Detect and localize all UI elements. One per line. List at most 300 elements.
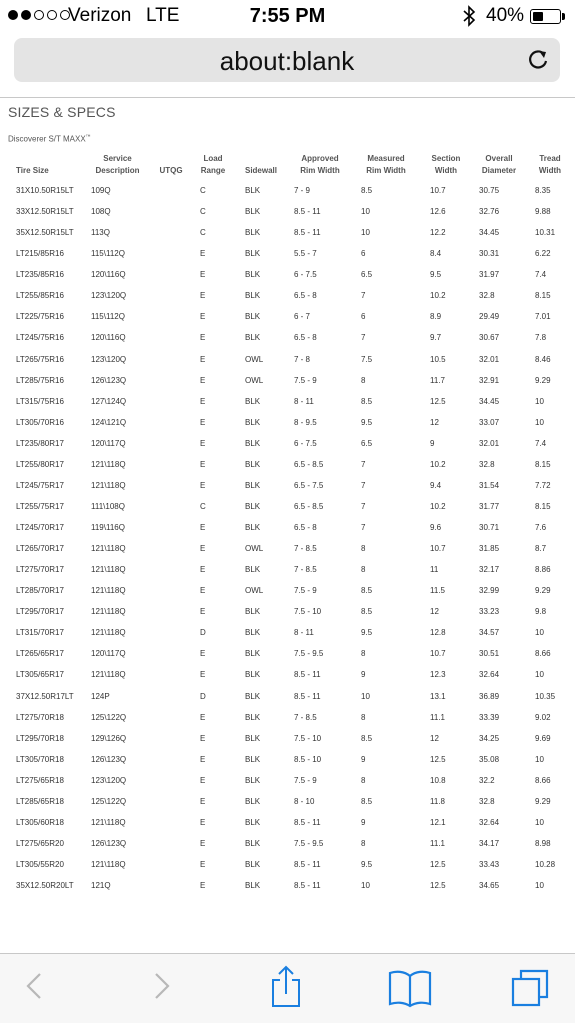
cell-sidewall: BLK (245, 607, 261, 617)
cell-load-range: E (200, 817, 206, 827)
cell-tread-width: 8.86 (535, 565, 551, 575)
cell-sidewall: BLK (245, 628, 261, 638)
cell-approved-rim-width: 7.5 - 9 (294, 375, 317, 385)
col-tire-size: Tire Size (16, 166, 49, 175)
cell-overall-diameter: 30.67 (479, 333, 500, 343)
cell-overall-diameter: 34.25 (479, 733, 500, 743)
table-row (0, 559, 575, 580)
col-tread-width: Tread Width (538, 154, 562, 175)
cell-sidewall: OWL (245, 375, 264, 385)
cell-tread-width: 8.15 (535, 459, 551, 469)
table-row (0, 285, 575, 306)
cell-tire-size: 33X12.50R15LT (16, 207, 74, 217)
cell-approved-rim-width: 8.5 - 11 (294, 228, 321, 238)
cell-load-range: E (200, 649, 206, 659)
cell-sidewall: OWL (245, 586, 264, 596)
cell-approved-rim-width: 8 - 9.5 (294, 417, 317, 427)
cell-measured-rim-width: 8 (361, 838, 366, 848)
cell-tread-width: 8.7 (535, 544, 547, 554)
cell-load-range: D (200, 691, 206, 701)
cell-tire-size: LT275/65R18 (16, 775, 64, 785)
cell-tire-size: LT285/70R17 (16, 586, 64, 596)
cell-service-description: 123\120Q (91, 775, 127, 785)
cell-overall-diameter: 32.76 (479, 207, 500, 217)
cell-measured-rim-width: 7 (361, 291, 366, 301)
cell-section-width: 9.4 (430, 480, 442, 490)
cell-sidewall: BLK (245, 291, 261, 301)
cell-measured-rim-width: 6 (361, 249, 366, 259)
table-row (0, 412, 575, 433)
cell-sidewall: BLK (245, 817, 261, 827)
cell-measured-rim-width: 9.5 (361, 417, 373, 427)
cell-load-range: E (200, 523, 206, 532)
cell-approved-rim-width: 8.5 - 11 (294, 207, 321, 217)
table-row (0, 707, 575, 728)
cell-service-description: 121\118Q (91, 607, 126, 617)
cell-section-width: 9.6 (430, 523, 442, 532)
cell-load-range: E (200, 565, 206, 575)
cell-tread-width: 7.6 (535, 523, 547, 532)
cell-section-width: 9.7 (430, 333, 442, 343)
cell-tread-width: 9.29 (535, 586, 551, 596)
cell-load-range: E (200, 249, 206, 259)
cell-service-description: 121\118Q (91, 670, 126, 680)
table-row (0, 201, 575, 222)
status-bar (0, 0, 575, 32)
table-row (0, 243, 575, 264)
cell-tread-width: 6.22 (535, 249, 551, 259)
cell-overall-diameter: 32.99 (479, 586, 500, 596)
cell-measured-rim-width: 10 (361, 207, 370, 217)
cell-sidewall: BLK (245, 712, 261, 722)
book-icon (388, 968, 432, 1008)
cell-sidewall: BLK (245, 838, 261, 848)
cell-measured-rim-width: 8.5 (361, 396, 373, 406)
table-row (0, 306, 575, 327)
cell-load-range: E (200, 312, 206, 322)
cell-measured-rim-width: 8 (361, 544, 366, 554)
cell-overall-diameter: 32.01 (479, 438, 500, 448)
cell-measured-rim-width: 6.5 (361, 438, 373, 448)
cell-tread-width: 10 (535, 881, 544, 891)
cell-tire-size: LT285/75R16 (16, 375, 64, 385)
cell-sidewall: BLK (245, 396, 261, 406)
cell-section-width: 9 (430, 438, 435, 448)
cell-service-description: 111\108Q (91, 501, 125, 511)
table-row (0, 622, 575, 643)
cell-load-range: E (200, 480, 206, 490)
cell-tire-size: LT305/55R20 (16, 860, 64, 869)
cell-approved-rim-width: 8.5 - 11 (294, 691, 321, 701)
cell-sidewall: BLK (245, 523, 261, 532)
cell-measured-rim-width: 10 (361, 881, 370, 891)
cell-load-range: E (200, 544, 206, 554)
cell-sidewall: BLK (245, 670, 261, 680)
cell-service-description: 120\116Q (91, 270, 126, 280)
cell-tire-size: LT225/75R16 (16, 312, 64, 322)
cell-overall-diameter: 30.71 (479, 523, 500, 532)
cell-measured-rim-width: 8 (361, 565, 366, 575)
cell-overall-diameter: 30.75 (479, 186, 500, 195)
cell-sidewall: BLK (245, 207, 261, 217)
cell-tire-size: LT295/70R17 (16, 607, 64, 617)
cell-tread-width: 9.02 (535, 712, 551, 722)
cell-section-width: 12.1 (430, 817, 446, 827)
col-utqg: UTQG (159, 166, 183, 175)
cell-sidewall: BLK (245, 480, 261, 490)
battery-percent: 40% (486, 5, 525, 26)
cell-tire-size: LT285/65R18 (16, 796, 64, 806)
cell-overall-diameter: 34.17 (479, 838, 500, 848)
cell-section-width: 8.9 (430, 312, 442, 322)
cell-measured-rim-width: 8 (361, 712, 366, 722)
share-icon (268, 964, 304, 1008)
cell-section-width: 12.5 (430, 881, 446, 891)
cell-section-width: 8.4 (430, 249, 442, 259)
cell-overall-diameter: 33.43 (479, 860, 500, 869)
address-bar[interactable] (14, 38, 560, 82)
cell-tire-size: 35X12.50R20LT (16, 881, 74, 891)
cell-overall-diameter: 32.17 (479, 565, 500, 575)
cell-overall-diameter: 33.23 (479, 607, 500, 617)
cell-section-width: 10.2 (430, 459, 446, 469)
cell-load-range: E (200, 586, 206, 596)
cell-tread-width: 9.29 (535, 796, 551, 806)
reload-icon[interactable] (527, 49, 549, 76)
cell-section-width: 11.1 (430, 712, 445, 722)
cell-load-range: C (200, 186, 206, 195)
cell-tire-size: LT215/85R16 (16, 249, 64, 259)
cell-tire-size: LT265/75R16 (16, 354, 64, 364)
cell-load-range: C (200, 207, 206, 217)
cell-section-width: 10.7 (430, 544, 446, 554)
cell-load-range: E (200, 838, 206, 848)
cell-measured-rim-width: 10 (361, 228, 370, 238)
cell-sidewall: BLK (245, 649, 261, 659)
cell-overall-diameter: 31.54 (479, 480, 500, 490)
cell-sidewall: BLK (245, 186, 261, 195)
cell-measured-rim-width: 6.5 (361, 270, 373, 280)
col-section-width: Section Width (431, 154, 461, 175)
cell-approved-rim-width: 7 - 8 (294, 354, 311, 364)
tabs-button[interactable] (510, 966, 552, 1013)
table-row (0, 875, 575, 896)
cell-load-range: E (200, 438, 206, 448)
cell-tire-size: 35X12.50R15LT (16, 228, 74, 238)
cell-tread-width: 10.35 (535, 691, 556, 701)
cell-service-description: 121\118Q (91, 480, 126, 490)
battery-icon (530, 9, 561, 24)
cell-measured-rim-width: 8.5 (361, 733, 373, 743)
cell-measured-rim-width: 9.5 (361, 628, 373, 638)
cell-load-range: E (200, 670, 206, 680)
cell-section-width: 12 (430, 733, 439, 743)
cell-section-width: 12 (430, 607, 439, 617)
cell-tread-width: 9.69 (535, 733, 551, 743)
table-row (0, 370, 575, 391)
specs-table (0, 180, 575, 896)
cell-section-width: 12.5 (430, 396, 446, 406)
cell-overall-diameter: 31.85 (479, 544, 500, 554)
cell-approved-rim-width: 6 - 7 (294, 312, 311, 322)
cell-sidewall: OWL (245, 544, 264, 554)
cell-service-description: 121\118Q (91, 565, 126, 575)
cell-service-description: 115\112Q (91, 312, 125, 322)
cell-sidewall: BLK (245, 417, 261, 427)
cell-service-description: 120\116Q (91, 333, 126, 343)
cell-service-description: 120\117Q (91, 649, 126, 659)
cell-section-width: 10.2 (430, 291, 446, 301)
page-title: SIZES & SPECS (8, 104, 116, 120)
cell-measured-rim-width: 7.5 (361, 354, 373, 364)
table-row (0, 180, 575, 201)
cell-tread-width: 7.72 (535, 480, 551, 490)
cell-measured-rim-width: 8 (361, 375, 366, 385)
cell-overall-diameter: 32.64 (479, 670, 500, 680)
cell-service-description: 126\123Q (91, 838, 127, 848)
cell-tire-size: LT255/75R17 (16, 501, 64, 511)
cell-tread-width: 10 (535, 670, 544, 680)
cell-sidewall: BLK (245, 775, 261, 785)
cell-sidewall: OWL (245, 354, 264, 364)
cell-approved-rim-width: 8 - 11 (294, 396, 314, 406)
table-row (0, 433, 575, 454)
table-row (0, 454, 575, 475)
cell-service-description: 126\123Q (91, 375, 127, 385)
cell-section-width: 12.8 (430, 628, 446, 638)
cell-tire-size: LT255/85R16 (16, 291, 64, 301)
cell-service-description: 113Q (91, 228, 110, 238)
cell-overall-diameter: 29.49 (479, 312, 500, 322)
cell-measured-rim-width: 8 (361, 775, 366, 785)
cell-overall-diameter: 34.57 (479, 628, 500, 638)
cell-approved-rim-width: 7.5 - 9 (294, 586, 317, 596)
back-button[interactable] (22, 966, 46, 1011)
cell-service-description: 125\122Q (91, 796, 127, 806)
cell-approved-rim-width: 8.5 - 11 (294, 881, 321, 891)
cell-section-width: 10.7 (430, 649, 446, 659)
divider (0, 97, 575, 98)
cell-overall-diameter: 34.65 (479, 881, 500, 891)
cell-tread-width: 7.01 (535, 312, 551, 322)
cell-section-width: 10.8 (430, 775, 446, 785)
cell-service-description: 108Q (91, 207, 111, 217)
cell-load-range: E (200, 291, 206, 301)
table-row (0, 854, 575, 875)
cell-sidewall: BLK (245, 270, 261, 280)
cell-approved-rim-width: 6.5 - 8.5 (294, 501, 324, 511)
cell-tire-size: LT315/70R17 (16, 628, 64, 638)
table-row (0, 812, 575, 833)
cell-tread-width: 8.98 (535, 838, 551, 848)
cell-measured-rim-width: 10 (361, 691, 370, 701)
tabs-icon (510, 966, 552, 1008)
cell-section-width: 12.6 (430, 207, 446, 217)
cell-sidewall: BLK (245, 754, 261, 764)
cell-section-width: 11.8 (430, 796, 445, 806)
table-row (0, 496, 575, 517)
share-button[interactable] (268, 964, 304, 1013)
cell-overall-diameter: 32.8 (479, 459, 495, 469)
cell-service-description: 124\121Q (91, 417, 127, 427)
cell-tread-width: 8.66 (535, 775, 551, 785)
cell-tire-size: LT275/70R17 (16, 565, 64, 575)
cell-tire-size: LT275/65R20 (16, 838, 64, 848)
table-row (0, 664, 575, 685)
cell-measured-rim-width: 7 (361, 333, 366, 343)
table-row (0, 728, 575, 749)
cell-tread-width: 7.4 (535, 270, 547, 280)
cell-overall-diameter: 32.2 (479, 775, 495, 785)
cell-section-width: 11 (430, 565, 439, 575)
cell-approved-rim-width: 7.5 - 10 (294, 607, 322, 617)
chevron-right-icon (156, 974, 168, 998)
col-approved-rim-width: Approved Rim Width (300, 154, 340, 175)
cell-overall-diameter: 32.8 (479, 796, 495, 806)
cell-section-width: 10.2 (430, 501, 446, 511)
table-row (0, 222, 575, 243)
cell-tread-width: 10 (535, 628, 544, 638)
table-row (0, 475, 575, 496)
cell-service-description: 121Q (91, 881, 111, 891)
cell-measured-rim-width: 9 (361, 670, 366, 680)
cell-load-range: E (200, 860, 206, 869)
cell-overall-diameter: 32.91 (479, 375, 500, 385)
cell-section-width: 11.7 (430, 375, 445, 385)
cell-section-width: 12.2 (430, 228, 446, 238)
chevron-left-icon (28, 974, 40, 998)
cell-section-width: 12.5 (430, 754, 446, 764)
cell-service-description: 121\118Q (91, 817, 126, 827)
cell-approved-rim-width: 6 - 7.5 (294, 438, 317, 448)
cell-tread-width: 10.28 (535, 860, 556, 869)
table-header (0, 150, 575, 180)
cell-service-description: 127\124Q (91, 396, 127, 406)
cell-load-range: C (200, 501, 206, 511)
cell-measured-rim-width: 8.5 (361, 586, 373, 596)
cell-tread-width: 7.8 (535, 333, 547, 343)
cell-tire-size: 31X10.50R15LT (16, 186, 74, 195)
cell-service-description: 121\118Q (91, 628, 126, 638)
cell-measured-rim-width: 7 (361, 459, 366, 469)
bookmarks-button[interactable] (388, 968, 432, 1013)
cell-approved-rim-width: 6.5 - 8 (294, 291, 317, 301)
cell-approved-rim-width: 5.5 - 7 (294, 249, 317, 259)
cell-tread-width: 7.4 (535, 438, 547, 448)
table-row (0, 349, 575, 370)
cell-approved-rim-width: 8.5 - 11 (294, 670, 321, 680)
col-sidewall: Sidewall (244, 166, 277, 175)
cell-overall-diameter: 32.01 (479, 354, 500, 364)
cell-load-range: E (200, 459, 206, 469)
cell-tire-size: LT235/80R17 (16, 438, 64, 448)
cell-tire-size: LT305/70R18 (16, 754, 64, 764)
cell-load-range: E (200, 881, 206, 891)
cell-measured-rim-width: 7 (361, 480, 366, 490)
cell-tread-width: 8.35 (535, 186, 551, 195)
cell-measured-rim-width: 8 (361, 649, 366, 659)
cell-approved-rim-width: 8.5 - 11 (294, 817, 321, 827)
cell-sidewall: BLK (245, 249, 261, 259)
cell-approved-rim-width: 8 - 11 (294, 628, 314, 638)
cell-tire-size: LT305/65R17 (16, 670, 64, 680)
cell-approved-rim-width: 6 - 7.5 (294, 270, 317, 280)
table-row (0, 538, 575, 559)
cell-overall-diameter: 30.51 (479, 649, 500, 659)
forward-button[interactable] (150, 966, 174, 1011)
cell-service-description: 124P (91, 691, 110, 701)
cell-overall-diameter: 36.89 (479, 691, 500, 701)
table-row (0, 770, 575, 791)
cell-approved-rim-width: 8 - 10 (294, 796, 315, 806)
cell-overall-diameter: 34.45 (479, 228, 500, 238)
carrier-name: Verizon (68, 5, 132, 26)
cell-overall-diameter: 31.77 (479, 501, 500, 511)
cell-sidewall: BLK (245, 438, 261, 448)
table-row (0, 791, 575, 812)
cell-tread-width: 10 (535, 817, 544, 827)
cell-sidewall: BLK (245, 228, 261, 238)
cell-approved-rim-width: 8.5 - 11 (294, 860, 321, 869)
cell-section-width: 13.1 (430, 691, 446, 701)
cell-load-range: E (200, 354, 206, 364)
cell-approved-rim-width: 7.5 - 9 (294, 775, 317, 785)
cell-service-description: 119\116Q (91, 523, 125, 532)
table-row (0, 686, 575, 707)
cell-approved-rim-width: 6.5 - 8.5 (294, 459, 324, 469)
table-row (0, 391, 575, 412)
cell-tire-size: LT305/60R18 (16, 817, 64, 827)
col-load-range: Load Range (200, 154, 226, 175)
cell-service-description: 121\118Q (91, 459, 126, 469)
cell-overall-diameter: 33.07 (479, 417, 500, 427)
cell-sidewall: BLK (245, 459, 261, 469)
cell-section-width: 10.5 (430, 354, 446, 364)
cell-service-description: 121\118Q (91, 860, 126, 869)
cell-overall-diameter: 34.45 (479, 396, 500, 406)
cell-service-description: 121\118Q (91, 544, 126, 554)
cell-sidewall: BLK (245, 691, 261, 701)
cell-section-width: 12.5 (430, 860, 446, 869)
cell-overall-diameter: 32.8 (479, 291, 495, 301)
url-text[interactable]: about:blank (219, 46, 355, 76)
cell-sidewall: BLK (245, 796, 261, 806)
cell-overall-diameter: 32.64 (479, 817, 500, 827)
browser-toolbar (0, 953, 575, 1023)
cell-section-width: 12.3 (430, 670, 446, 680)
cell-load-range: E (200, 733, 206, 743)
table-row (0, 643, 575, 664)
cell-tire-size: LT235/85R16 (16, 270, 64, 280)
cell-section-width: 10.7 (430, 186, 446, 195)
cell-tire-size: LT275/70R18 (16, 712, 64, 722)
cell-overall-diameter: 35.08 (479, 754, 500, 764)
cell-section-width: 12 (430, 417, 439, 427)
table-row (0, 327, 575, 348)
cell-tire-size: LT245/75R16 (16, 333, 64, 343)
cell-load-range: E (200, 333, 206, 343)
cell-load-range: C (200, 228, 206, 238)
cell-measured-rim-width: 8.5 (361, 796, 373, 806)
cell-approved-rim-width: 7 - 8.5 (294, 544, 317, 554)
cell-measured-rim-width: 9 (361, 754, 366, 764)
cell-tire-size: LT245/70R17 (16, 523, 64, 532)
cell-load-range: E (200, 712, 206, 722)
cell-tread-width: 8.46 (535, 354, 551, 364)
cell-overall-diameter: 31.97 (479, 270, 500, 280)
cell-approved-rim-width: 6.5 - 8 (294, 523, 317, 532)
cell-measured-rim-width: 7 (361, 501, 366, 511)
